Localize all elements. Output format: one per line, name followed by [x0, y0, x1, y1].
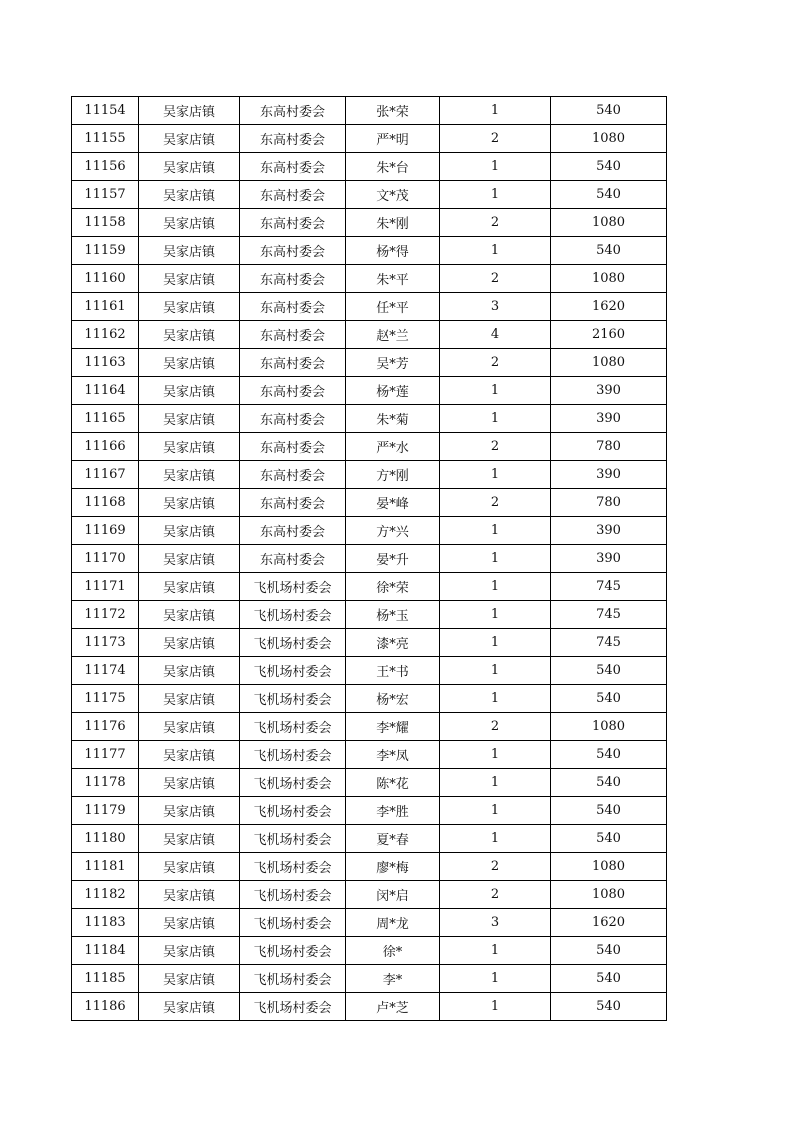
- record-id-cell: 11185: [72, 965, 139, 993]
- town-cell: 吴家店镇: [139, 321, 240, 349]
- name-cell: 杨*玉: [346, 601, 440, 629]
- town-cell: 吴家店镇: [139, 489, 240, 517]
- amount-cell: 540: [551, 97, 667, 125]
- record-id-cell: 11178: [72, 769, 139, 797]
- table-row: [72, 993, 667, 1021]
- town-cell: 吴家店镇: [139, 685, 240, 713]
- amount-cell: 540: [551, 657, 667, 685]
- table-row: [72, 237, 667, 265]
- table-row: [72, 853, 667, 881]
- amount-cell: 540: [551, 153, 667, 181]
- name-cell: 朱*菊: [346, 405, 440, 433]
- village-committee-cell: 飞机场村委会: [240, 629, 346, 657]
- table-row: [72, 461, 667, 489]
- record-id-cell: 11156: [72, 153, 139, 181]
- record-id-cell: 11174: [72, 657, 139, 685]
- village-committee-cell: 东高村委会: [240, 209, 346, 237]
- table-row: [72, 741, 667, 769]
- village-committee-cell: 飞机场村委会: [240, 685, 346, 713]
- table-row: [72, 517, 667, 545]
- count-cell: 2: [440, 713, 551, 741]
- name-cell: 李*耀: [346, 713, 440, 741]
- town-cell: 吴家店镇: [139, 657, 240, 685]
- count-cell: 1: [440, 769, 551, 797]
- table-row: [72, 657, 667, 685]
- village-committee-cell: 飞机场村委会: [240, 881, 346, 909]
- village-committee-cell: 东高村委会: [240, 97, 346, 125]
- village-committee-cell: 飞机场村委会: [240, 573, 346, 601]
- name-cell: 杨*得: [346, 237, 440, 265]
- amount-cell: 2160: [551, 321, 667, 349]
- table-row: [72, 629, 667, 657]
- name-cell: 李*凤: [346, 741, 440, 769]
- amount-cell: 780: [551, 433, 667, 461]
- amount-cell: 745: [551, 573, 667, 601]
- name-cell: 闵*启: [346, 881, 440, 909]
- table-row: [72, 601, 667, 629]
- table-row: [72, 405, 667, 433]
- amount-cell: 390: [551, 517, 667, 545]
- record-id-cell: 11184: [72, 937, 139, 965]
- town-cell: 吴家店镇: [139, 181, 240, 209]
- amount-cell: 540: [551, 993, 667, 1021]
- table-row: [72, 265, 667, 293]
- record-id-cell: 11169: [72, 517, 139, 545]
- village-committee-cell: 东高村委会: [240, 349, 346, 377]
- table-row: [72, 153, 667, 181]
- amount-cell: 745: [551, 629, 667, 657]
- town-cell: 吴家店镇: [139, 573, 240, 601]
- amount-cell: 1620: [551, 293, 667, 321]
- count-cell: 1: [440, 573, 551, 601]
- record-id-cell: 11176: [72, 713, 139, 741]
- town-cell: 吴家店镇: [139, 265, 240, 293]
- count-cell: 2: [440, 349, 551, 377]
- table-row: [72, 349, 667, 377]
- table-row: [72, 377, 667, 405]
- village-committee-cell: 东高村委会: [240, 489, 346, 517]
- village-committee-cell: 飞机场村委会: [240, 657, 346, 685]
- count-cell: 1: [440, 965, 551, 993]
- town-cell: 吴家店镇: [139, 517, 240, 545]
- table-row: [72, 825, 667, 853]
- count-cell: 1: [440, 937, 551, 965]
- name-cell: 陈*花: [346, 769, 440, 797]
- amount-cell: 1080: [551, 349, 667, 377]
- count-cell: 2: [440, 881, 551, 909]
- name-cell: 方*刚: [346, 461, 440, 489]
- town-cell: 吴家店镇: [139, 377, 240, 405]
- amount-cell: 540: [551, 237, 667, 265]
- record-id-cell: 11159: [72, 237, 139, 265]
- amount-cell: 540: [551, 685, 667, 713]
- amount-cell: 540: [551, 797, 667, 825]
- name-cell: 晏*峰: [346, 489, 440, 517]
- table-row: [72, 321, 667, 349]
- name-cell: 漆*亮: [346, 629, 440, 657]
- table-row: [72, 965, 667, 993]
- count-cell: 1: [440, 461, 551, 489]
- record-id-cell: 11158: [72, 209, 139, 237]
- count-cell: 1: [440, 153, 551, 181]
- record-id-cell: 11161: [72, 293, 139, 321]
- count-cell: 1: [440, 517, 551, 545]
- town-cell: 吴家店镇: [139, 713, 240, 741]
- count-cell: 2: [440, 489, 551, 517]
- table-row: [72, 769, 667, 797]
- village-committee-cell: 东高村委会: [240, 517, 346, 545]
- town-cell: 吴家店镇: [139, 601, 240, 629]
- count-cell: 1: [440, 797, 551, 825]
- document-sheet: [71, 96, 667, 1021]
- amount-cell: 1080: [551, 881, 667, 909]
- town-cell: 吴家店镇: [139, 545, 240, 573]
- record-id-cell: 11163: [72, 349, 139, 377]
- name-cell: 杨*宏: [346, 685, 440, 713]
- name-cell: 文*茂: [346, 181, 440, 209]
- village-committee-cell: 飞机场村委会: [240, 937, 346, 965]
- village-committee-cell: 东高村委会: [240, 377, 346, 405]
- records-table: [71, 96, 667, 1021]
- amount-cell: 780: [551, 489, 667, 517]
- amount-cell: 745: [551, 601, 667, 629]
- village-committee-cell: 飞机场村委会: [240, 741, 346, 769]
- name-cell: 朱*平: [346, 265, 440, 293]
- amount-cell: 540: [551, 181, 667, 209]
- amount-cell: 540: [551, 937, 667, 965]
- record-id-cell: 11182: [72, 881, 139, 909]
- village-committee-cell: 东高村委会: [240, 153, 346, 181]
- village-committee-cell: 飞机场村委会: [240, 713, 346, 741]
- town-cell: 吴家店镇: [139, 461, 240, 489]
- town-cell: 吴家店镇: [139, 993, 240, 1021]
- name-cell: 李*胜: [346, 797, 440, 825]
- amount-cell: 1620: [551, 909, 667, 937]
- record-id-cell: 11162: [72, 321, 139, 349]
- village-committee-cell: 东高村委会: [240, 125, 346, 153]
- town-cell: 吴家店镇: [139, 825, 240, 853]
- town-cell: 吴家店镇: [139, 293, 240, 321]
- name-cell: 周*龙: [346, 909, 440, 937]
- amount-cell: 390: [551, 461, 667, 489]
- count-cell: 1: [440, 657, 551, 685]
- record-id-cell: 11175: [72, 685, 139, 713]
- record-id-cell: 11183: [72, 909, 139, 937]
- record-id-cell: 11160: [72, 265, 139, 293]
- record-id-cell: 11181: [72, 853, 139, 881]
- name-cell: 赵*兰: [346, 321, 440, 349]
- name-cell: 廖*梅: [346, 853, 440, 881]
- record-id-cell: 11167: [72, 461, 139, 489]
- village-committee-cell: 东高村委会: [240, 433, 346, 461]
- name-cell: 张*荣: [346, 97, 440, 125]
- count-cell: 1: [440, 405, 551, 433]
- name-cell: 严*水: [346, 433, 440, 461]
- village-committee-cell: 飞机场村委会: [240, 601, 346, 629]
- amount-cell: 390: [551, 377, 667, 405]
- count-cell: 1: [440, 181, 551, 209]
- town-cell: 吴家店镇: [139, 237, 240, 265]
- record-id-cell: 11168: [72, 489, 139, 517]
- count-cell: 1: [440, 237, 551, 265]
- town-cell: 吴家店镇: [139, 405, 240, 433]
- amount-cell: 1080: [551, 853, 667, 881]
- table-row: [72, 797, 667, 825]
- table-row: [72, 433, 667, 461]
- count-cell: 2: [440, 209, 551, 237]
- record-id-cell: 11164: [72, 377, 139, 405]
- table-row: [72, 293, 667, 321]
- village-committee-cell: 飞机场村委会: [240, 965, 346, 993]
- amount-cell: 1080: [551, 265, 667, 293]
- record-id-cell: 11157: [72, 181, 139, 209]
- table-row: [72, 937, 667, 965]
- town-cell: 吴家店镇: [139, 937, 240, 965]
- town-cell: 吴家店镇: [139, 909, 240, 937]
- count-cell: 3: [440, 293, 551, 321]
- amount-cell: 1080: [551, 125, 667, 153]
- record-id-cell: 11155: [72, 125, 139, 153]
- town-cell: 吴家店镇: [139, 741, 240, 769]
- record-id-cell: 11171: [72, 573, 139, 601]
- village-committee-cell: 东高村委会: [240, 545, 346, 573]
- name-cell: 晏*升: [346, 545, 440, 573]
- record-id-cell: 11154: [72, 97, 139, 125]
- village-committee-cell: 飞机场村委会: [240, 769, 346, 797]
- table-row: [72, 909, 667, 937]
- town-cell: 吴家店镇: [139, 153, 240, 181]
- village-committee-cell: 飞机场村委会: [240, 909, 346, 937]
- village-committee-cell: 东高村委会: [240, 237, 346, 265]
- village-committee-cell: 东高村委会: [240, 181, 346, 209]
- table-row: [72, 881, 667, 909]
- village-committee-cell: 东高村委会: [240, 321, 346, 349]
- record-id-cell: 11177: [72, 741, 139, 769]
- name-cell: 李*: [346, 965, 440, 993]
- count-cell: 1: [440, 545, 551, 573]
- town-cell: 吴家店镇: [139, 853, 240, 881]
- town-cell: 吴家店镇: [139, 797, 240, 825]
- village-committee-cell: 飞机场村委会: [240, 797, 346, 825]
- count-cell: 1: [440, 993, 551, 1021]
- table-row: [72, 181, 667, 209]
- table-row: [72, 209, 667, 237]
- name-cell: 吴*芳: [346, 349, 440, 377]
- count-cell: 4: [440, 321, 551, 349]
- name-cell: 朱*刚: [346, 209, 440, 237]
- town-cell: 吴家店镇: [139, 965, 240, 993]
- table-row: [72, 545, 667, 573]
- record-id-cell: 11186: [72, 993, 139, 1021]
- record-id-cell: 11170: [72, 545, 139, 573]
- count-cell: 1: [440, 741, 551, 769]
- table-row: [72, 97, 667, 125]
- name-cell: 王*书: [346, 657, 440, 685]
- name-cell: 徐*: [346, 937, 440, 965]
- name-cell: 方*兴: [346, 517, 440, 545]
- name-cell: 朱*台: [346, 153, 440, 181]
- count-cell: 1: [440, 97, 551, 125]
- village-committee-cell: 东高村委会: [240, 405, 346, 433]
- town-cell: 吴家店镇: [139, 349, 240, 377]
- town-cell: 吴家店镇: [139, 433, 240, 461]
- name-cell: 严*明: [346, 125, 440, 153]
- amount-cell: 540: [551, 965, 667, 993]
- village-committee-cell: 飞机场村委会: [240, 825, 346, 853]
- amount-cell: 540: [551, 741, 667, 769]
- count-cell: 2: [440, 265, 551, 293]
- count-cell: 2: [440, 433, 551, 461]
- name-cell: 夏*春: [346, 825, 440, 853]
- village-committee-cell: 飞机场村委会: [240, 853, 346, 881]
- name-cell: 徐*荣: [346, 573, 440, 601]
- count-cell: 1: [440, 825, 551, 853]
- count-cell: 3: [440, 909, 551, 937]
- village-committee-cell: 东高村委会: [240, 265, 346, 293]
- record-id-cell: 11173: [72, 629, 139, 657]
- village-committee-cell: 东高村委会: [240, 461, 346, 489]
- town-cell: 吴家店镇: [139, 125, 240, 153]
- records-table-body: [72, 97, 667, 1021]
- table-row: [72, 685, 667, 713]
- record-id-cell: 11180: [72, 825, 139, 853]
- name-cell: 杨*莲: [346, 377, 440, 405]
- table-row: [72, 573, 667, 601]
- village-committee-cell: 东高村委会: [240, 293, 346, 321]
- amount-cell: 1080: [551, 713, 667, 741]
- amount-cell: 1080: [551, 209, 667, 237]
- amount-cell: 540: [551, 769, 667, 797]
- town-cell: 吴家店镇: [139, 209, 240, 237]
- town-cell: 吴家店镇: [139, 97, 240, 125]
- table-row: [72, 713, 667, 741]
- town-cell: 吴家店镇: [139, 629, 240, 657]
- table-row: [72, 489, 667, 517]
- table-row: [72, 125, 667, 153]
- record-id-cell: 11172: [72, 601, 139, 629]
- count-cell: 1: [440, 685, 551, 713]
- village-committee-cell: 飞机场村委会: [240, 993, 346, 1021]
- record-id-cell: 11179: [72, 797, 139, 825]
- amount-cell: 540: [551, 825, 667, 853]
- count-cell: 1: [440, 377, 551, 405]
- count-cell: 1: [440, 601, 551, 629]
- town-cell: 吴家店镇: [139, 881, 240, 909]
- record-id-cell: 11166: [72, 433, 139, 461]
- amount-cell: 390: [551, 405, 667, 433]
- town-cell: 吴家店镇: [139, 769, 240, 797]
- count-cell: 2: [440, 125, 551, 153]
- record-id-cell: 11165: [72, 405, 139, 433]
- name-cell: 任*平: [346, 293, 440, 321]
- name-cell: 卢*芝: [346, 993, 440, 1021]
- count-cell: 1: [440, 629, 551, 657]
- count-cell: 2: [440, 853, 551, 881]
- amount-cell: 390: [551, 545, 667, 573]
